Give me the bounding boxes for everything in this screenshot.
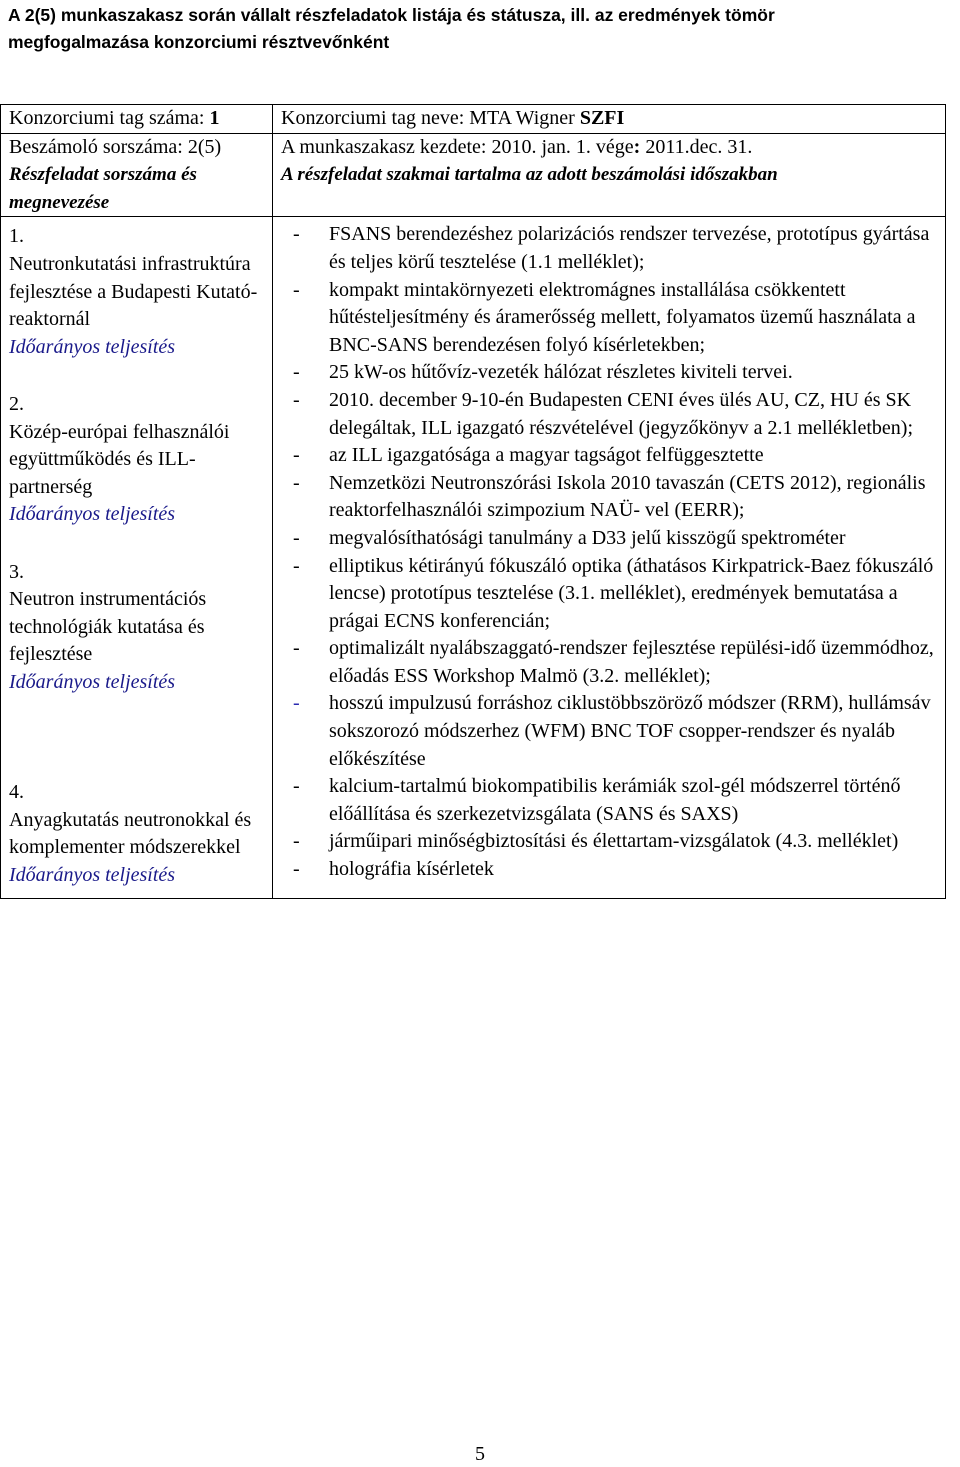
task-cell (1, 773, 273, 898)
page-number: 5 (475, 1443, 485, 1465)
task-number: 3. (9, 560, 24, 583)
task-items (281, 387, 937, 553)
task-title: Anyagkutatás neutronokkal és komplementer módszerekkel (9, 808, 252, 859)
task-cell (1, 553, 273, 774)
task-item (281, 690, 937, 773)
dash-bullet: - (293, 361, 300, 384)
task-item (281, 635, 937, 690)
task-item-text: optimalizált nyalábszaggató-rendszer fejlesztése repülési-idő üzemmódhoz, előadás ESS Workshop Malmö (3.2. melléklet); (329, 637, 934, 687)
task-cell (1, 217, 273, 387)
heading-line-2: megfogalmazása konzorciumi résztvevőnként (8, 32, 390, 52)
task-item-text: elliptikus kétirányú fókuszáló optika (áthatásos Kirkpatrick-Baez fókuszáló lencse) prototípus tesztelése (3.1. melléklet), eredmények bemutatása a prágai ECNS konferencián; (329, 554, 934, 632)
task-number: 4. (9, 781, 24, 804)
task-items (281, 221, 937, 387)
task-item (281, 277, 937, 360)
task-item-text: Nemzetközi Neutronszórási Iskola 2010 tavaszán (CETS 2012), regionális reaktorfelhasználói szimpozium NAÜ- vel (EERR); (329, 471, 926, 522)
dash-bullet: - (293, 526, 300, 549)
member-name-label: Konzorciumi tag neve: MTA Wigner (281, 107, 575, 129)
task-status: Időarányos teljesítés (9, 864, 176, 887)
dash-bullet: - (293, 830, 300, 853)
member-name-value: SZFI (579, 107, 625, 129)
task-item-text: holográfia kísérletek (329, 858, 494, 881)
task-item-text: FSANS berendezéshez polarizációs rendszer tervezése, prototípus gyártása és teljes körű tesztelése (1.1 melléklet); (329, 223, 930, 273)
task-item-text: kalcium-tartalmú biokompatibilis kerámiák szol-gél módszerrel történő előállítása és szerkezetvizsgálata (SANS és SAXS) (329, 775, 901, 825)
task-description-cell (273, 773, 946, 898)
dash-bullet: - (293, 471, 300, 494)
dash-bullet: - (293, 388, 300, 411)
member-name-cell (273, 105, 946, 134)
dash-bullet: - (293, 692, 300, 715)
report-start: A munkaszakasz kezdete: 2010. jan. 1. (281, 135, 591, 158)
member-number-cell (1, 105, 273, 134)
task-item (281, 470, 937, 525)
task-status: Időarányos teljesítés (9, 335, 176, 358)
dash-bullet: - (293, 858, 300, 881)
heading-line-1: A 2(5) munkaszakasz során vállalt részfeladatok listája és státusza, ill. az eredmények tömör (8, 5, 775, 25)
task-item (281, 359, 937, 387)
member-number-label: Konzorciumi tag száma: (9, 107, 205, 129)
report-end-label: vége (595, 135, 634, 158)
task-status: Időarányos teljesítés (9, 503, 176, 526)
task-item (281, 442, 937, 470)
task-item (281, 387, 937, 442)
task-title: Neutron instrumentációs technológiák kutatása és fejlesztése (9, 588, 207, 666)
column-header-task-text: Részfeladat sorszáma és megnevezése (9, 164, 197, 213)
column-header-content (273, 161, 946, 217)
task-items (281, 553, 937, 774)
member-row (1, 105, 946, 134)
member-number-value: 1 (209, 107, 220, 129)
task-cell (1, 387, 273, 553)
column-header-content-text: A részfeladat szakmai tartalma az adott beszámolási időszakban (281, 164, 778, 186)
task-status: Időarányos teljesítés (9, 670, 176, 693)
report-end-value: 2011.dec. 31. (645, 135, 753, 158)
report-period-cell: A munkaszakasz kezdete: 2010. jan. 1. vége: 2011.dec. 31. (273, 133, 946, 161)
task-item (281, 221, 937, 276)
dash-bullet: - (293, 223, 300, 246)
task-row-1 (1, 217, 946, 387)
task-item-text: 2010. december 9-10-én Budapesten CENI éves ülés AU, CZ, HU és SK delegáltak, ILL igazgató részvételével (jegyzőkönyv a 2.1 mellékletben); (329, 388, 914, 439)
task-items (281, 773, 937, 883)
task-item (281, 856, 937, 884)
task-item-text: az ILL igazgatósága a magyar tagságot felfüggesztette (329, 444, 764, 467)
task-description-cell (273, 217, 946, 387)
document-heading (8, 2, 953, 56)
task-number: 2. (9, 392, 24, 415)
task-description-cell (273, 387, 946, 553)
dash-bullet: - (293, 554, 300, 577)
task-item (281, 553, 937, 636)
task-row-4 (1, 773, 946, 898)
column-header-task (1, 161, 273, 217)
report-serial: Beszámoló sorszáma: 2(5) (9, 135, 222, 158)
report-serial-cell (1, 133, 273, 161)
report-row (1, 133, 946, 161)
task-number: 1. (9, 225, 24, 248)
report-table (0, 104, 946, 899)
task-item-text: megvalósíthatósági tanulmány a D33 jelű kisszögű spektrométer (329, 526, 846, 549)
task-item-text: hosszú impulzusú forráshoz ciklustöbbszöröző módszer (RRM), hullámsáv sokszorozó módszerhez (WFM) BNC TOF csopper-rendszer és nyaláb előkészítése (329, 692, 931, 770)
dash-bullet: - (293, 278, 300, 301)
task-item-text: járműipari minőségbiztosítási és élettartam-vizsgálatok (4.3. melléklet) (329, 830, 899, 853)
task-description-cell (273, 553, 946, 774)
task-title: Közép-európai felhasználói együttműködés és ILL-partnerség (9, 420, 230, 498)
task-item (281, 828, 937, 856)
task-item (281, 773, 937, 828)
task-item-text: kompakt mintakörnyezeti elektromágnes installálása csökkentett hűtésteljesítmény és áramerősség mellett, folyamatos üzemű használata a BNC-SANS berendezésen folyó kísérletekben; (329, 278, 916, 356)
task-row-2 (1, 387, 946, 553)
task-title: Neutronkutatási infrastruktúra fejlesztése a Budapesti Kutató-reaktornál (9, 252, 258, 331)
column-header-row (1, 161, 946, 217)
task-item (281, 525, 937, 553)
dash-bullet: - (293, 637, 300, 660)
task-row-3 (1, 553, 946, 774)
dash-bullet: - (293, 775, 300, 798)
dash-bullet: - (293, 444, 300, 467)
task-item-text: 25 kW-os hűtővíz-vezeték hálózat részletes kiviteli tervei. (329, 361, 793, 384)
